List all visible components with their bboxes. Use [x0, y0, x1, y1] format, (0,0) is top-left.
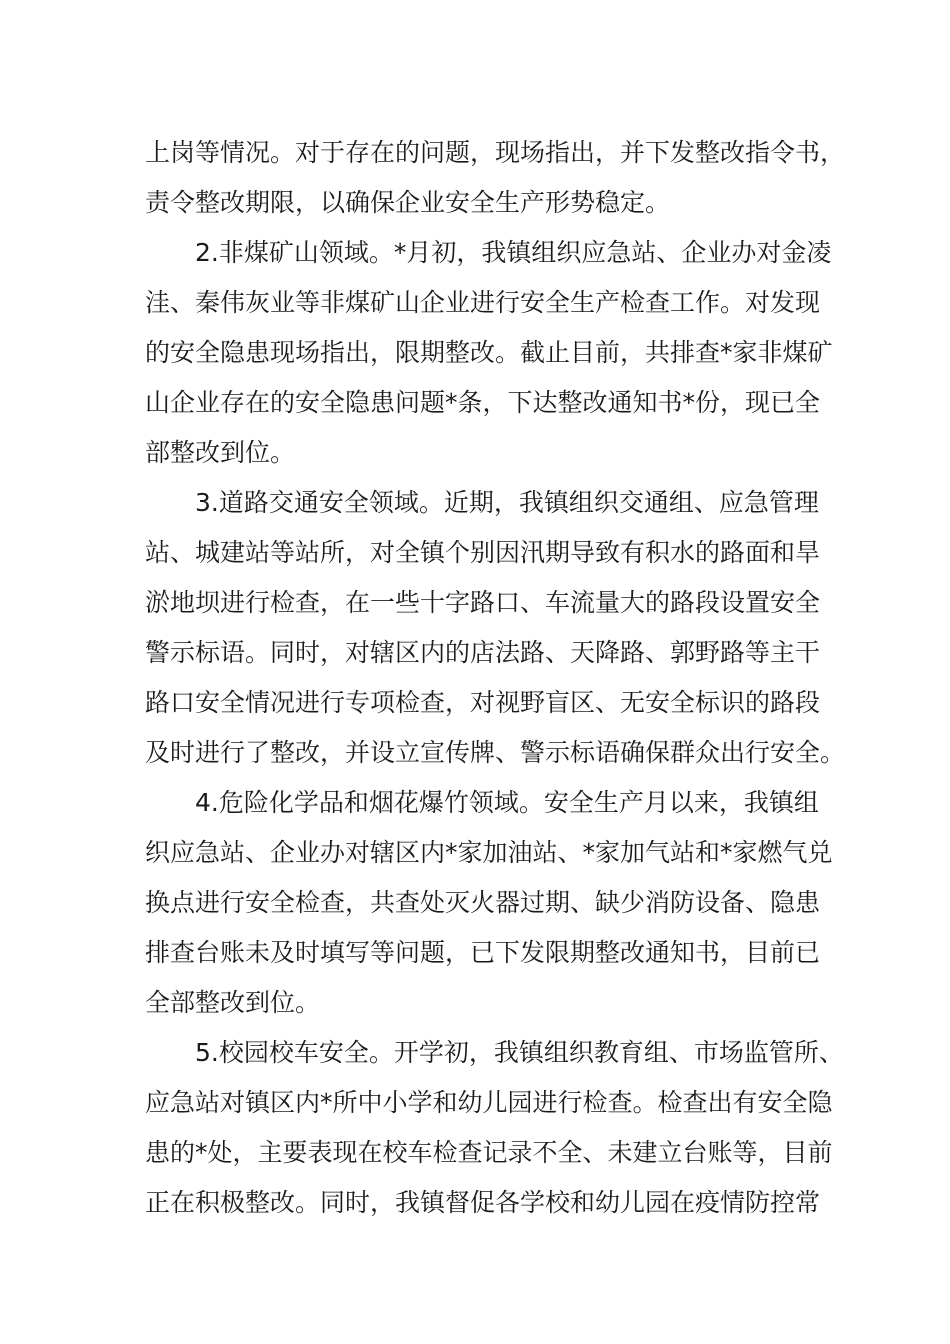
text-line: 3.道路交通安全领域。近期，我镇组织交通组、应急管理 — [195, 488, 819, 517]
text-line: 正在积极整改。同时，我镇督促各学校和幼儿园在疫情防控常 — [145, 1188, 821, 1217]
document-body — [145, 128, 846, 1228]
text-line: 责令整改期限，以确保企业安全生产形势稳定。 — [145, 188, 671, 217]
text-line: 部整改到位。 — [145, 438, 296, 467]
text-line: 的安全隐患现场指出，限期整改。截止目前，共排查*家非煤矿 — [145, 338, 833, 367]
text-line: 全部整改到位。 — [145, 988, 321, 1017]
text-line: 淤地坝进行检查，在一些十字路口、车流量大的路段设置安全 — [145, 588, 821, 617]
text-line: 织应急站、企业办对辖区内*家加油站、*家加气站和*家燃气兑 — [145, 838, 833, 867]
text-line: 2.非煤矿山领域。*月初，我镇组织应急站、企业办对金凌 — [195, 238, 832, 267]
text-line: 患的*处，主要表现在校车检查记录不全、未建立台账等，目前 — [145, 1138, 833, 1167]
text-line: 上岗等情况。对于存在的问题，现场指出，并下发整改指令书， — [145, 138, 846, 167]
text-line: 及时进行了整改，并设立宣传牌、警示标语确保群众出行安全。 — [145, 738, 846, 767]
text-line: 应急站对镇区内*所中小学和幼儿园进行检查。检查出有安全隐 — [145, 1088, 833, 1117]
text-line: 5.校园校车安全。开学初，我镇组织教育组、市场监管所、 — [195, 1038, 844, 1067]
text-line: 站、城建站等站所，对全镇个别因汛期导致有积水的路面和旱 — [145, 538, 821, 567]
text-line: 换点进行安全检查，共查处灭火器过期、缺少消防设备、隐患 — [145, 888, 821, 917]
text-line: 4.危险化学品和烟花爆竹领域。安全生产月以来，我镇组 — [195, 788, 819, 817]
text-line: 警示标语。同时，对辖区内的店法路、天降路、郭野路等主干 — [145, 638, 821, 667]
text-line: 路口安全情况进行专项检查，对视野盲区、无安全标识的路段 — [145, 688, 821, 717]
text-line: 洼、秦伟灰业等非煤矿山企业进行安全生产检查工作。对发现 — [145, 288, 821, 317]
text-line: 排查台账未及时填写等问题，已下发限期整改通知书，目前已 — [145, 938, 821, 967]
text-line: 山企业存在的安全隐患问题*条，下达整改通知书*份，现已全 — [145, 388, 821, 417]
